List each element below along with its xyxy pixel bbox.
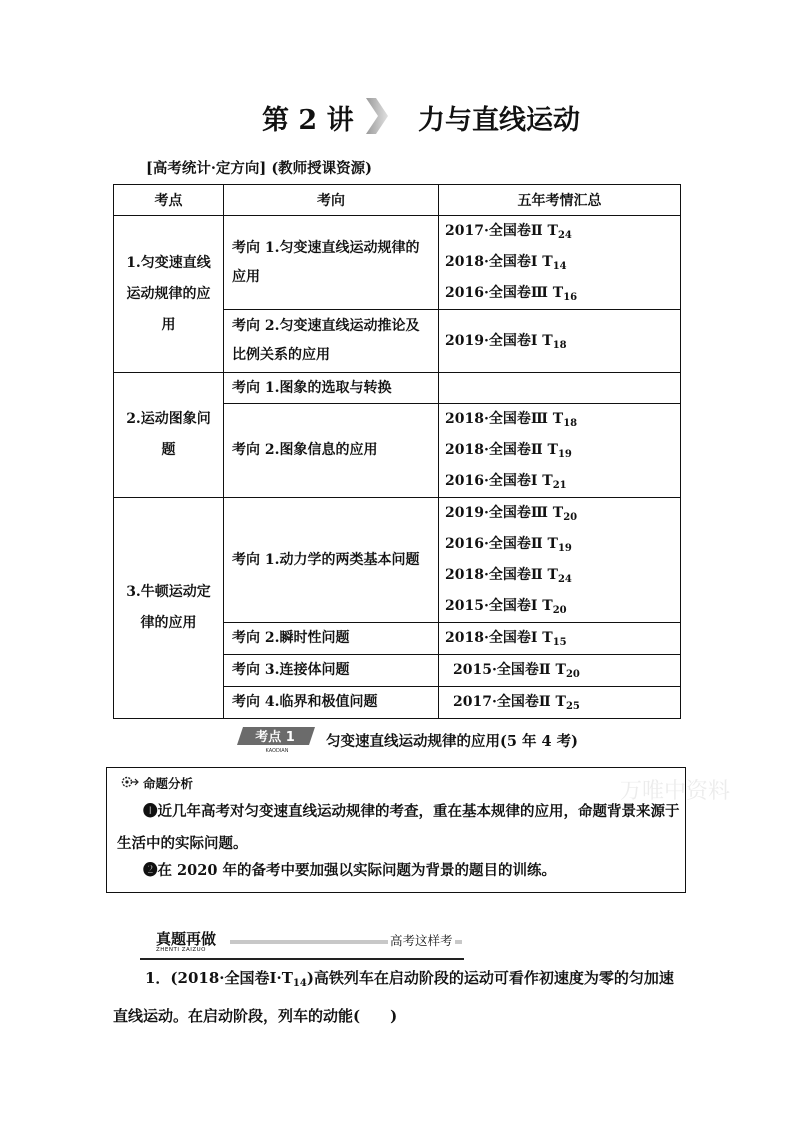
- exam-entry: 2018·全国卷Ⅰ $T_{14}$: [445, 254, 567, 272]
- exam-entry: 2018·全国卷Ⅲ $T_{18}$: [445, 411, 578, 429]
- table-row: [114, 373, 681, 404]
- column-header: 五年考情汇总: [439, 185, 681, 216]
- exam-entry: 2017·全国卷Ⅱ $T_{25}$: [453, 694, 580, 712]
- kaodian-title: 匀变速直线运动规律的应用(5 年 4 考): [326, 733, 579, 750]
- direction-cell: 考向 2.瞬时性问题: [224, 623, 439, 655]
- exam-point-cell: 2.运动图象问题: [114, 373, 224, 498]
- kaodian-badge-pinyin: KAODIAN: [265, 748, 289, 753]
- analysis-title: 命题分析: [143, 776, 194, 791]
- zhenti-header: [140, 928, 464, 958]
- zhenti-title: 真题再做: [156, 930, 217, 948]
- zhenti-subtitle: 高考这样考: [390, 933, 453, 948]
- exam-entry: 2018·全国卷Ⅱ $T_{24}$: [445, 567, 572, 585]
- exam-entry: 2016·全国卷Ⅰ $T_{21}$: [445, 473, 567, 491]
- kaodian-badge-label: 考点 1: [255, 730, 295, 745]
- direction-cell: 考向 1.动力学的两类基本问题: [224, 498, 439, 623]
- kaodian-badge: [237, 725, 317, 753]
- question-1-text: )高铁列车在启动阶段的运动可看作初速度为零的匀加速直线运动。在启动阶段，列车的动能( ): [113, 969, 674, 1025]
- exam-list-cell: [439, 623, 681, 655]
- column-header: 考向: [224, 185, 439, 216]
- lecture-topic: 力与直线运动: [418, 105, 580, 136]
- gear-icon: [121, 775, 139, 789]
- exam-entry: 2016·全国卷Ⅲ $T_{16}$: [445, 285, 578, 303]
- exam-list-cell: [439, 310, 681, 373]
- exam-entry: 2019·全国卷Ⅰ $T_{18}$: [445, 332, 567, 351]
- exam-entry: 2019·全国卷Ⅲ $T_{20}$: [445, 505, 578, 523]
- chevron-right-icon: [364, 96, 390, 136]
- exam-entry: 2015·全国卷Ⅱ $T_{20}$: [453, 662, 580, 680]
- exam-list-cell: [439, 216, 681, 310]
- section-kaodian: [0, 725, 794, 755]
- exam-list-cell: [439, 655, 681, 687]
- direction-cell: 考向 1.图象的选取与转换: [224, 373, 439, 404]
- question-1-sub: 14: [292, 978, 307, 989]
- exam-entry: 2017·全国卷Ⅱ $T_{24}$: [445, 223, 572, 241]
- question-1: [113, 962, 681, 1033]
- zhenti-underline: [140, 958, 464, 960]
- lecture-number: 第 2 讲: [262, 105, 354, 136]
- exam-entry: 2016·全国卷Ⅱ $T_{19}$: [445, 536, 572, 554]
- direction-cell: 考向 2.图象信息的应用: [224, 404, 439, 498]
- direction-cell: 考向 1.匀变速直线运动规律的应用: [224, 216, 439, 310]
- table-row: [114, 498, 681, 623]
- watermark: 万唯中资料: [620, 779, 731, 804]
- direction-cell: 考向 2.匀变速直线运动推论及比例关系的应用: [224, 310, 439, 373]
- analysis-paragraph-2: ❷在 2020 年的备考中要加强以实际问题为背景的题目的训练。: [143, 862, 556, 879]
- zhenti-pinyin: ZHENTI ZAIZUO: [156, 947, 206, 953]
- exam-list-cell: [439, 373, 681, 404]
- exam-list-cell: [439, 404, 681, 498]
- exam-point-cell: 1.匀变速直线运动规律的应用: [114, 216, 224, 373]
- exam-list-cell: [439, 687, 681, 719]
- exam-list-cell: [439, 498, 681, 623]
- analysis-paragraph-1: ❶近几年高考对匀变速直线运动规律的考查，重在基本规律的应用，命题背景来源于生活中的实际问题。: [117, 803, 680, 852]
- title-row: [0, 96, 794, 140]
- exam-point-cell: 3.牛顿运动定律的应用: [114, 498, 224, 719]
- table-row: [114, 216, 681, 310]
- column-header: 考点: [114, 185, 224, 216]
- analysis-box: [106, 767, 686, 893]
- exam-stats-table: [113, 184, 681, 719]
- direction-cell: 考向 4.临界和极值问题: [224, 687, 439, 719]
- table-header-row: [114, 185, 681, 216]
- exam-entry: 2018·全国卷Ⅱ $T_{19}$: [445, 442, 572, 460]
- stats-heading: [高考统计·定方向] (教师授课资源): [146, 160, 373, 177]
- question-1-prefix: 1．(2018·全国卷Ⅰ·T: [145, 969, 293, 987]
- direction-cell: 考向 3.连接体问题: [224, 655, 439, 687]
- exam-entry: 2015·全国卷Ⅰ $T_{20}$: [445, 598, 567, 616]
- exam-entry: 2018·全国卷Ⅰ $T_{15}$: [445, 630, 567, 648]
